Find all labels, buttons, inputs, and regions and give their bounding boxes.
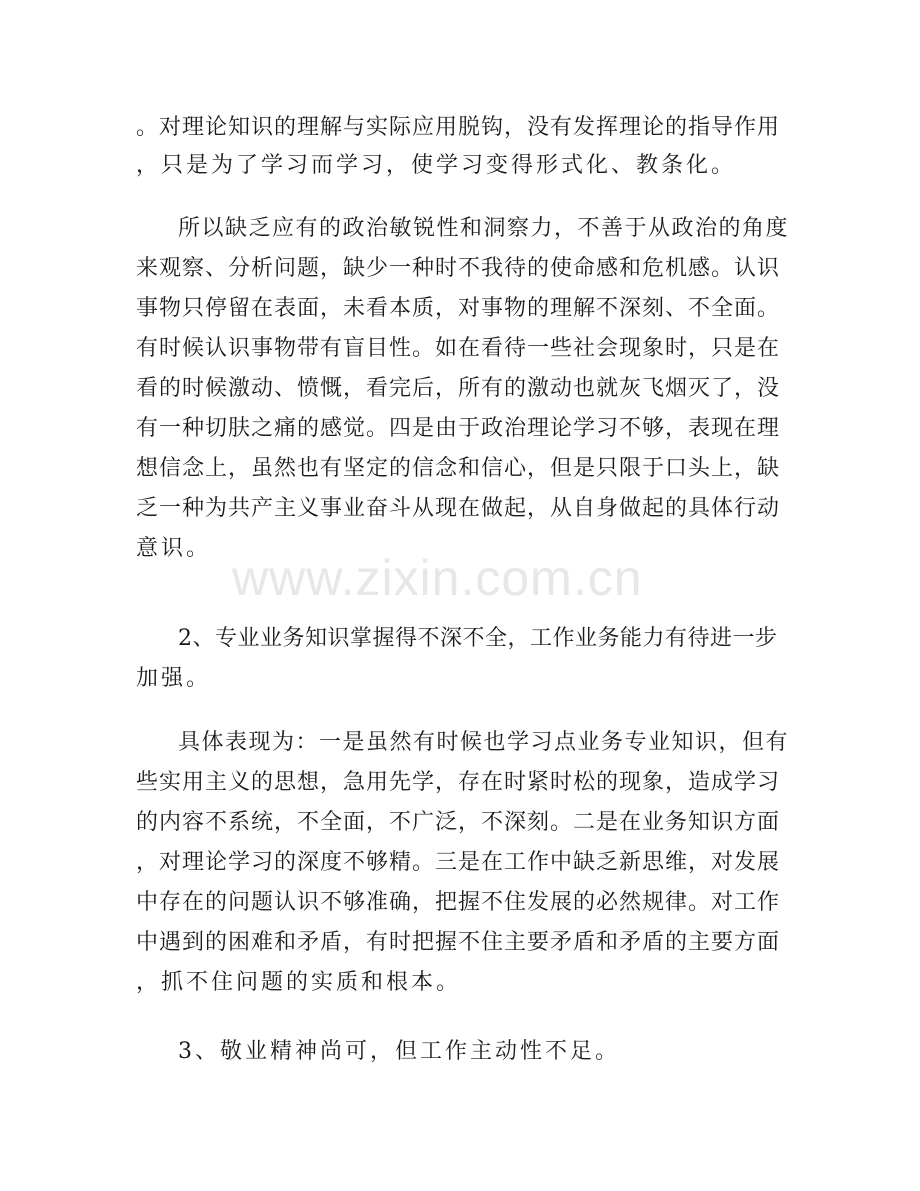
text-line: 中遇到的困难和矛盾，有时把握不住主要矛盾和矛盾的主要方面 <box>136 930 781 955</box>
text-line: 想信念上，虽然也有坚定的信念和信心，但是只限于口头上，缺 <box>136 456 781 481</box>
text-line: ，抓不住问题的实质和根本。 <box>136 970 462 995</box>
watermark: www.zixin.com.cn <box>232 550 643 606</box>
text-line: 中存在的问题认识不够准确，把握不住发展的必然规律。对工作 <box>136 890 781 915</box>
text-line: 所以缺乏应有的政治敏锐性和洞察力，不善于从政治的角度 <box>178 216 790 241</box>
text-line: 3、敬业精神尚可，但工作主动性不足。 <box>178 1039 620 1064</box>
text-line: 有一种切肤之痛的感觉。四是由于政治理论学习不够，表现在理 <box>136 416 781 441</box>
text-line: 意识。 <box>136 536 212 561</box>
text-line: 事物只停留在表面，未看本质，对事物的理解不深刻、不全面。 <box>136 296 781 321</box>
text-line: 有时候认识事物带有盲目性。如在看待一些社会现象时，只是在 <box>136 336 781 361</box>
text-line: ，对理论学习的深度不够精。三是在工作中缺乏新思维，对发展 <box>136 850 781 875</box>
text-line: 的内容不系统，不全面，不广泛，不深刻。二是在业务知识方面 <box>136 810 781 835</box>
text-line: 。对理论知识的理解与实际应用脱钩，没有发挥理论的指导作用 <box>136 115 781 140</box>
text-line: 些实用主义的思想，急用先学，存在时紧时松的现象，造成学习 <box>136 770 781 795</box>
text-line: 乏一种为共产主义事业奋斗从现在做起，从自身做起的具体行动 <box>136 496 781 521</box>
text-line: ，只是为了学习而学习，使学习变得形式化、教条化。 <box>136 153 737 178</box>
text-line: 来观察、分析问题，缺少一种时不我待的使命感和危机感。认识 <box>136 256 781 281</box>
text-line: 2、专业业务知识掌握得不深不全，工作业务能力有待进一步 <box>178 626 778 651</box>
text-line: 看的时候激动、愤慨，看完后，所有的激动也就灰飞烟灭了，没 <box>136 376 781 401</box>
text-line: 加强。 <box>136 666 212 691</box>
text-line: 具体表现为：一是虽然有时候也学习点业务专业知识，但有 <box>178 730 790 755</box>
